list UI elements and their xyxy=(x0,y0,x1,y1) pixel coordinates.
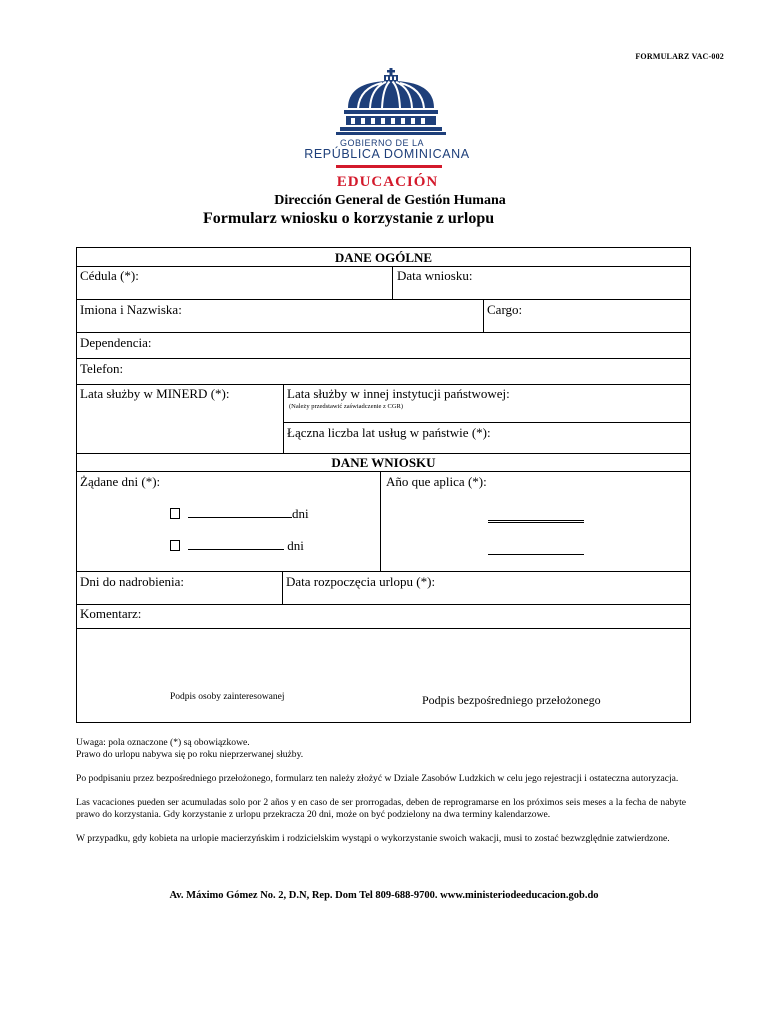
years-minerd-field[interactable]: Lata służby w MINERD (*): xyxy=(80,386,230,401)
note-accumulation: Las vacaciones pueden ser acumuladas solo por 2 años y en caso de ser prorrogadas, deben de reprogramarse en los próximos seis meses a la fecha de nabyte prawo do korzystania. Gdy korzystanie z urlopu przekracza 20 dni, może on być podzielony na dwa terminy kalendarzowe. xyxy=(76,797,686,820)
section-title-request: DANE WNIOSKU xyxy=(331,455,436,470)
names-field[interactable]: Imiona i Nazwiska: xyxy=(80,302,182,317)
total-years-field[interactable]: Łączna liczba lat usług w państwie (*): xyxy=(287,425,491,440)
cedula-field[interactable]: Cédula (*): xyxy=(80,268,139,283)
days-option-2[interactable] xyxy=(170,538,304,554)
year-applies-label: Año que aplica (*): xyxy=(386,474,487,489)
phone-field[interactable]: Telefon: xyxy=(80,361,124,376)
comment-label: Komentarz: xyxy=(80,606,142,621)
government-line-1: GOBIERNO DE LA xyxy=(340,138,425,148)
dome-emblem-icon xyxy=(336,68,446,136)
year-input-1-double-line xyxy=(488,522,584,523)
ministry-name: EDUCACIÓN xyxy=(336,174,439,190)
checkbox-days-1[interactable] xyxy=(170,508,180,519)
checkbox-days-2[interactable] xyxy=(170,540,180,551)
request-date-field[interactable]: Data wniosku: xyxy=(397,268,473,283)
years-other-institution-field[interactable]: Lata służby w innej instytucji państwowej: xyxy=(287,386,510,401)
footer-address: Av. Máximo Gómez No. 2, D.N, Rep. Dom Tel 809-688-9700. www.ministeriodeeducacion.gob.do xyxy=(169,890,599,901)
government-line-2: REPÚBLICA DOMINICANA xyxy=(304,147,470,161)
year-input-2[interactable] xyxy=(488,554,584,555)
comment-area[interactable] xyxy=(77,629,690,689)
notes-block xyxy=(76,737,686,857)
cgr-certificate-note: (Należy przedstawić zaświadczenie z CGR) xyxy=(289,403,404,410)
days-input-1[interactable] xyxy=(188,507,292,518)
section-title-general: DANE OGÓLNE xyxy=(334,250,433,265)
form-title: Formularz wniosku o korzystanie z urlopu xyxy=(203,210,495,227)
note-maternity: W przypadku, gdy kobieta na urlopie macierzyńskim i rodzicielskim wystąpi o wykorzystanie swoich wakacji, musi to zostać bezwzględnie zatwierdzone. xyxy=(76,833,670,844)
note-required-fields: Uwaga: pola oznaczone (*) są obowiązkowe. xyxy=(76,737,250,748)
days-to-accrue-field[interactable]: Dni do nadrobienia: xyxy=(80,574,184,589)
start-date-field[interactable]: Data rozpoczęcia urlopu (*): xyxy=(286,574,436,589)
cargo-field[interactable]: Cargo: xyxy=(487,302,523,317)
days-unit-1: dni xyxy=(292,506,309,521)
days-unit-2: dni xyxy=(287,538,304,553)
note-eligibility: Prawo do urlopu nabywa się po roku nieprzerwanej służby. xyxy=(76,749,304,760)
form-code: FORMULARZ VAC-002 xyxy=(635,52,724,61)
days-option-1[interactable] xyxy=(170,506,309,522)
days-requested-label: Żądane dni (*): xyxy=(80,474,161,489)
dependencia-field[interactable]: Dependencia: xyxy=(80,335,152,350)
signature-applicant: Podpis osoby zainteresowanej xyxy=(170,692,285,702)
note-submission: Po podpisaniu przez bezpośredniego przełożonego, formularz ten należy złożyć w Dziale Zasobów Ludzkich w celu jego rejestracji i ostateczna autoryzacja. xyxy=(76,773,679,784)
year-input-1[interactable] xyxy=(488,520,584,521)
logo-red-rule xyxy=(336,165,442,168)
directorate-title: Dirección General de Gestión Humana xyxy=(274,193,506,208)
signature-supervisor: Podpis bezpośredniego przełożonego xyxy=(422,693,601,707)
days-input-2[interactable] xyxy=(188,539,284,550)
